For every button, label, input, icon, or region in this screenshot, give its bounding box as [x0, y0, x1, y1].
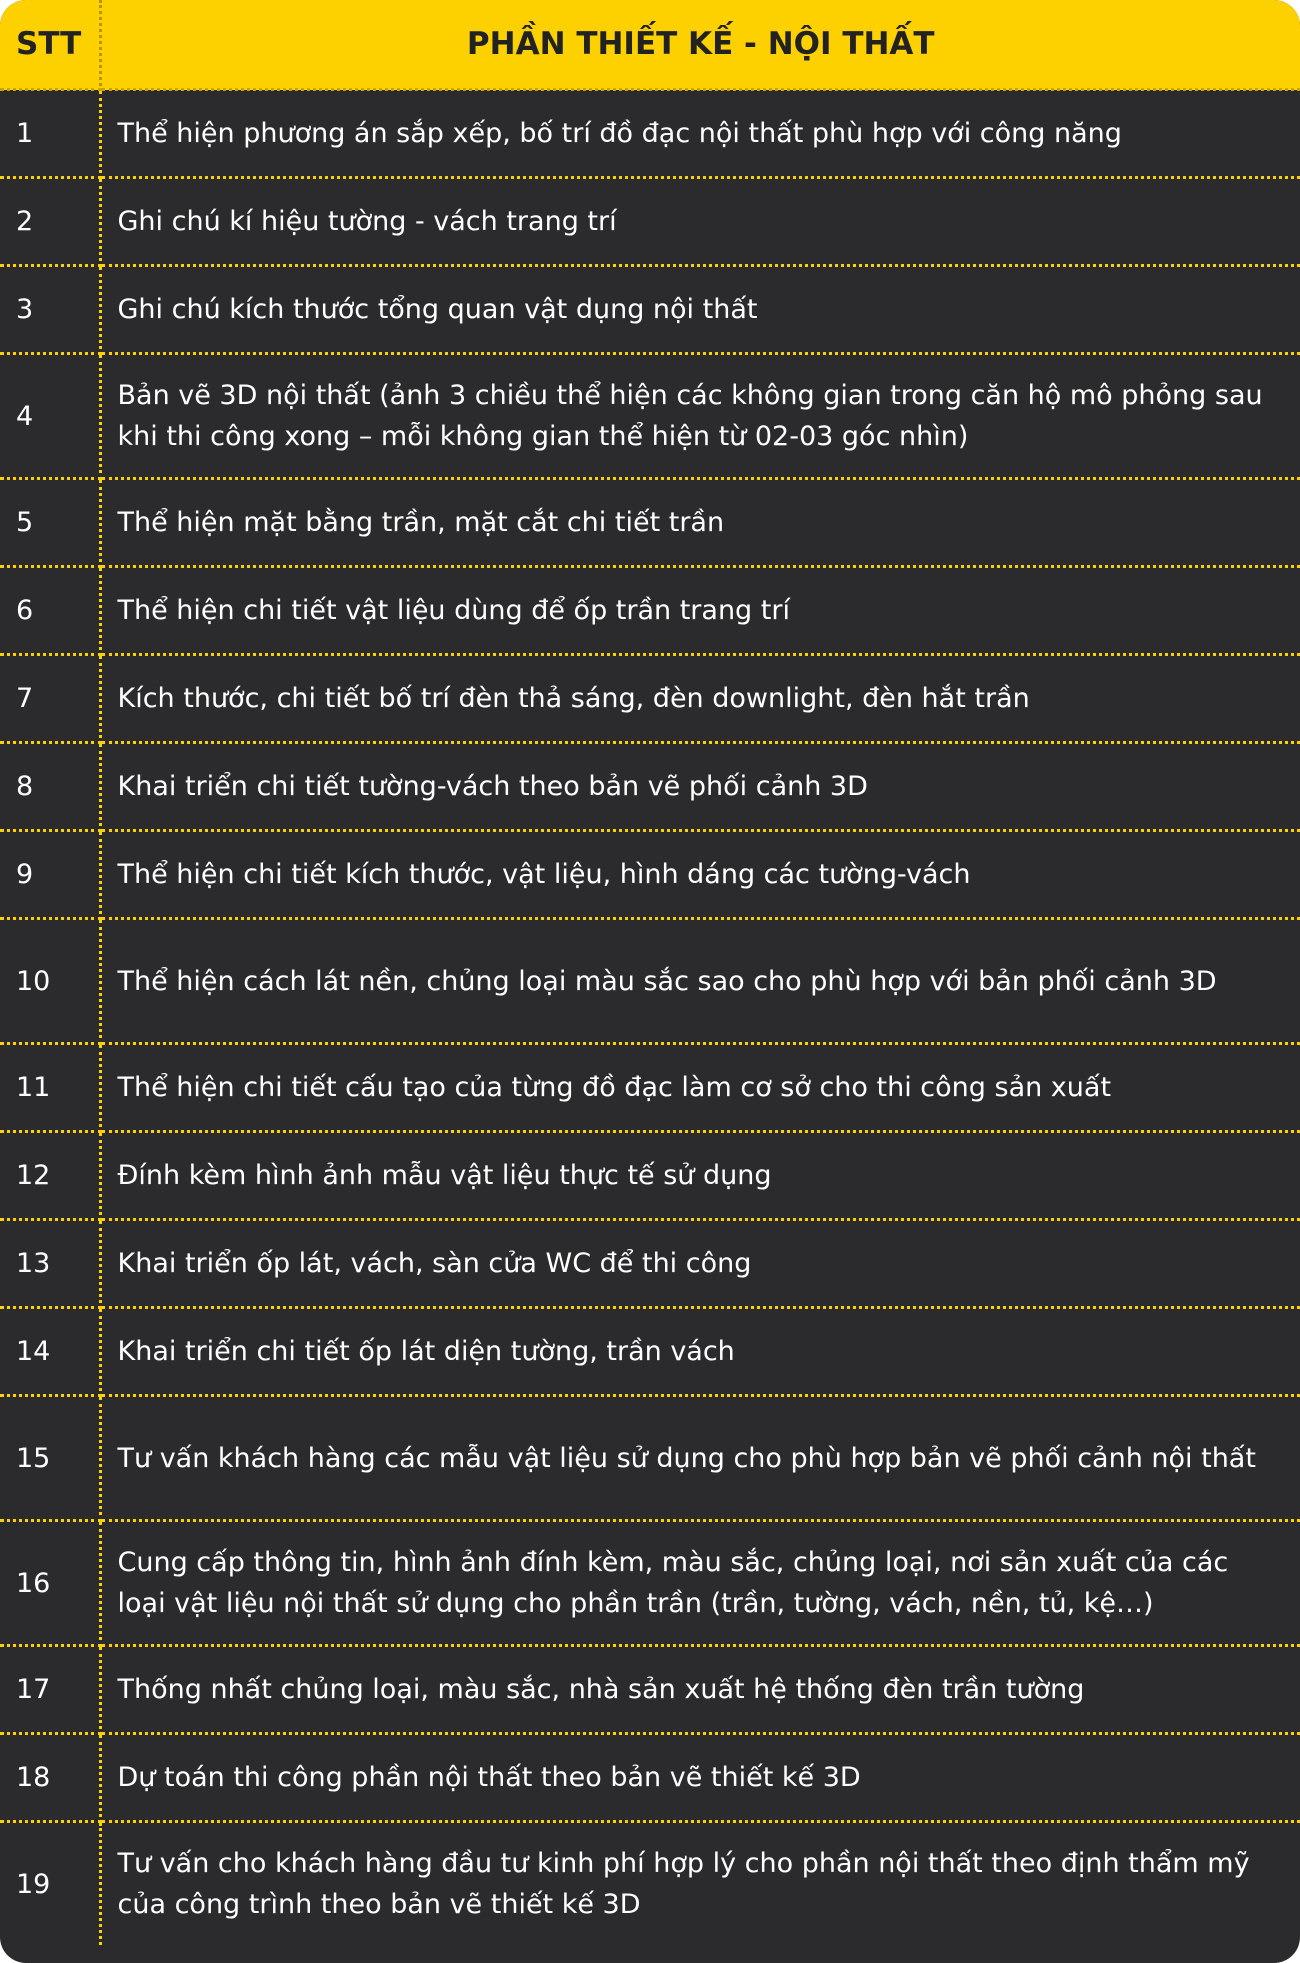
row-text: Đính kèm hình ảnh mẫu vật liệu thực tế sử dụng — [100, 1132, 1300, 1220]
row-text: Thể hiện cách lát nền, chủng loại màu sắc sao cho phù hợp với bản phối cảnh 3D — [100, 919, 1300, 1044]
row-text: Dự toán thi công phần nội thất theo bản vẽ thiết kế 3D — [100, 1734, 1300, 1822]
row-text: Tư vấn cho khách hàng đầu tư kinh phí hợp lý cho phần nội thất theo định thẩm mỹ của công trình theo bản vẽ thiết kế 3D — [117, 1848, 1250, 1920]
row-number: 17 — [0, 1646, 100, 1734]
table-row — [0, 1220, 1300, 1308]
table-row — [0, 919, 1300, 1044]
row-text: Khai triển chi tiết tường-vách theo bản vẽ phối cảnh 3D — [100, 743, 1300, 831]
row-text: Khai triển ốp lát, vách, sàn cửa WC để thi công — [100, 1220, 1300, 1308]
table-row — [0, 655, 1300, 743]
row-text: Thể hiện chi tiết cấu tạo của từng đồ đạc làm cơ sở cho thi công sản xuất — [100, 1044, 1300, 1132]
row-text: Thể hiện chi tiết vật liệu dùng để ốp trần trang trí — [100, 567, 1300, 655]
row-number: 13 — [0, 1220, 100, 1308]
row-number: 4 — [0, 354, 100, 479]
row-number: 5 — [0, 479, 100, 567]
header-row — [0, 0, 1300, 90]
row-number: 8 — [0, 743, 100, 831]
table-row — [0, 1734, 1300, 1822]
row-number: 1 — [0, 90, 100, 178]
table-row — [0, 1396, 1300, 1521]
table-row — [0, 831, 1300, 919]
row-number: 16 — [0, 1521, 100, 1646]
table-row — [0, 354, 1300, 479]
row-text: Tư vấn khách hàng các mẫu vật liệu sử dụng cho phù hợp bản vẽ phối cảnh nội thất — [100, 1396, 1300, 1521]
table-row — [0, 266, 1300, 354]
table-row — [0, 1521, 1300, 1646]
row-text: Bản vẽ 3D nội thất (ảnh 3 chiều thể hiện các không gian trong căn hộ mô phỏng sau khi thi công xong – mỗi không gian thể hiện từ 02-03 góc nhìn) — [100, 354, 1300, 479]
table-row — [0, 1044, 1300, 1132]
row-text: Ghi chú kích thước tổng quan vật dụng nội thất — [100, 266, 1300, 354]
row-number: 12 — [0, 1132, 100, 1220]
row-number: 10 — [0, 919, 100, 1044]
row-number: 15 — [0, 1396, 100, 1521]
row-number: 19 — [0, 1822, 100, 1946]
table-body — [0, 90, 1300, 1946]
row-text: Khai triển chi tiết ốp lát diện tường, trần vách — [100, 1308, 1300, 1396]
table-row — [0, 1308, 1300, 1396]
table-row — [0, 1646, 1300, 1734]
row-number: 14 — [0, 1308, 100, 1396]
table-row — [0, 479, 1300, 567]
row-text: Cung cấp thông tin, hình ảnh đính kèm, màu sắc, chủng loại, nơi sản xuất của các loại vật liệu nội thất sử dụng cho phần trần (trần, tường, vách, nền, tủ, kệ…) — [100, 1521, 1300, 1646]
row-text: Thể hiện phương án sắp xếp, bố trí đồ đạc nội thất phù hợp với công năng — [100, 90, 1300, 178]
row-text: Thể hiện mặt bằng trần, mặt cắt chi tiết trần — [100, 479, 1300, 567]
row-number: 18 — [0, 1734, 100, 1822]
table-row — [0, 1132, 1300, 1220]
row-text: Thể hiện chi tiết kích thước, vật liệu, hình dáng các tường-vách — [100, 831, 1300, 919]
row-text: Ghi chú kí hiệu tường - vách trang trí — [100, 178, 1300, 266]
table-header — [0, 0, 1300, 90]
row-text: Kích thước, chi tiết bố trí đèn thả sáng, đèn downlight, đèn hắt trần — [100, 655, 1300, 743]
table-row — [0, 90, 1300, 178]
row-number: 3 — [0, 266, 100, 354]
table-row — [0, 567, 1300, 655]
table-row — [0, 1822, 1300, 1946]
header-title: PHẦN THIẾT KẾ - NỘI THẤT — [100, 0, 1300, 90]
row-number: 6 — [0, 567, 100, 655]
row-number: 9 — [0, 831, 100, 919]
row-text: Thống nhất chủng loại, màu sắc, nhà sản xuất hệ thống đèn trần tường — [100, 1646, 1300, 1734]
row-number: 7 — [0, 655, 100, 743]
row-number: 11 — [0, 1044, 100, 1132]
row-number: 2 — [0, 178, 100, 266]
table-row — [0, 178, 1300, 266]
header-stt: STT — [0, 0, 100, 90]
table-row — [0, 743, 1300, 831]
